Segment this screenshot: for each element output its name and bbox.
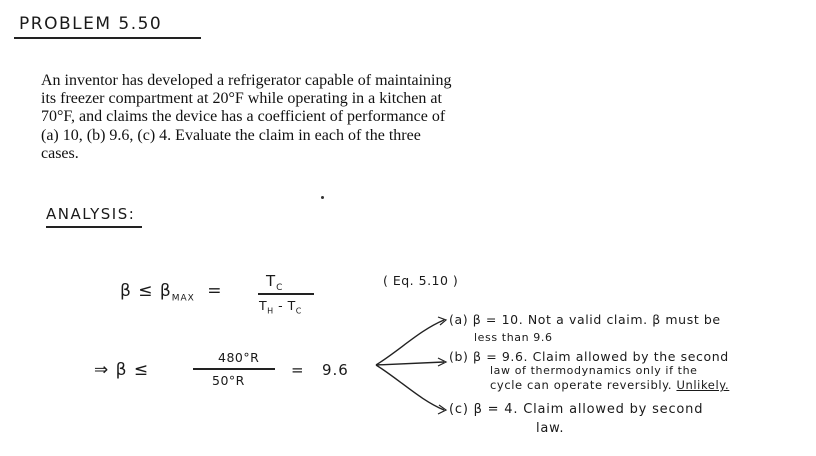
unlikely-emphasis: Unlikely. xyxy=(676,378,730,392)
eq1-reference: ( Eq. 5.10 ) xyxy=(383,273,459,288)
eq2-fraction-bar xyxy=(193,368,275,370)
eq2-lhs: ⇒ β ≤ xyxy=(94,360,150,380)
eq1-lhs: $\beta \le \beta_{MAX}$ = xyxy=(120,281,223,304)
eq2-denominator: 50°R xyxy=(212,373,245,388)
eq2-result: 9.6 xyxy=(322,361,349,379)
stray-dot xyxy=(321,196,324,199)
case-b-line3: cycle can operate reversibly. Unlikely. xyxy=(490,378,730,392)
title-underline xyxy=(14,37,201,39)
analysis-heading: ANALYSIS: xyxy=(46,205,136,223)
analysis-underline xyxy=(46,226,142,228)
case-a-line2: less than 9.6 xyxy=(474,331,553,344)
case-b-line2: law of thermodynamics only if the xyxy=(490,364,698,377)
case-c-line2: law. xyxy=(536,421,565,436)
case-b-line1: (b) β = 9.6. Claim allowed by the second xyxy=(449,349,729,364)
case-c-line1: (c) β = 4. Claim allowed by second xyxy=(449,402,704,417)
eq2-equals: = xyxy=(291,361,305,379)
eq2-numerator: 480°R xyxy=(218,350,260,365)
problem-statement: An inventor has developed a refrigerator capable of maintaining its freezer compartment at 20°F while operating in a kitchen at 70°F, and claims the device has a coefficient of performance of (a) 10, (b) 9.6, (c) 4. Evaluate the claim in each of the three cases. xyxy=(41,72,452,162)
eq1-fraction-bar xyxy=(258,293,314,295)
case-a-line1: (a) β = 10. Not a valid claim. β must be xyxy=(449,312,721,327)
problem-title: PROBLEM 5.50 xyxy=(19,14,163,34)
eq1-denominator: $T_H - T_C$ xyxy=(259,298,302,316)
branch-arrows xyxy=(370,310,450,420)
eq1-numerator: $T_C$ xyxy=(266,272,284,293)
